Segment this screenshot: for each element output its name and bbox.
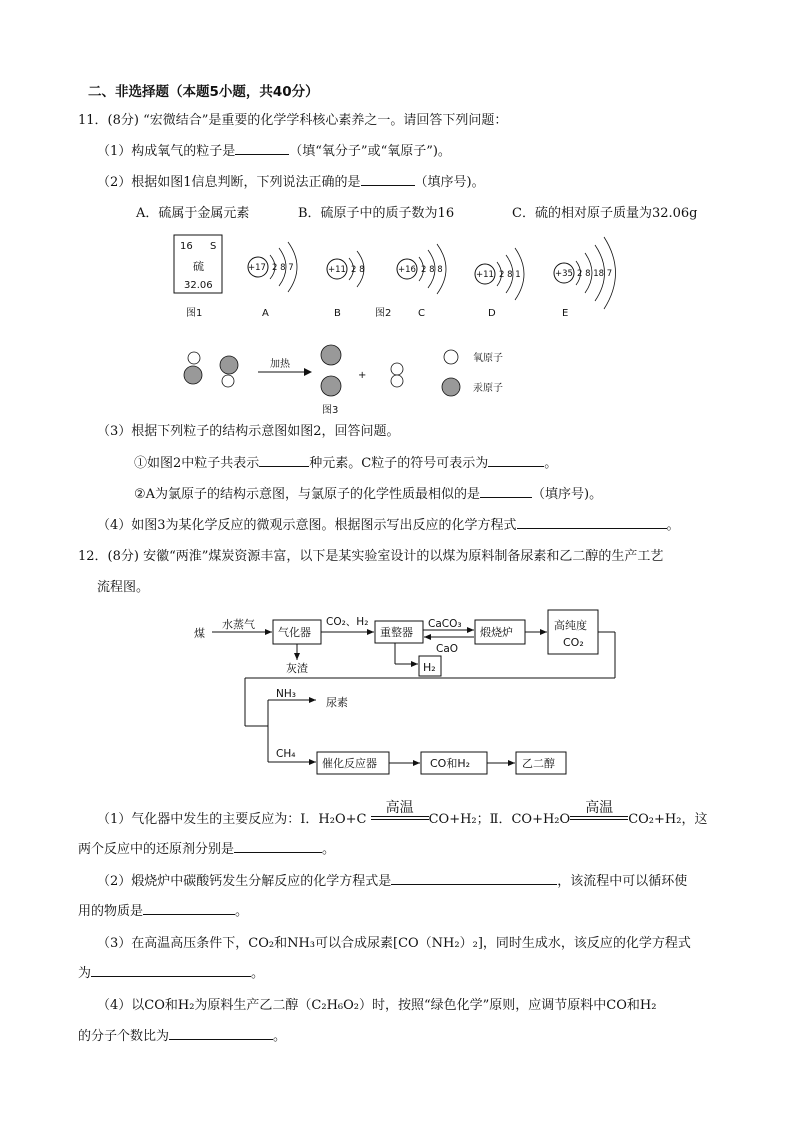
q12-part4-line2 xyxy=(78,1025,286,1044)
process-flowchart xyxy=(0,600,794,780)
svg-text:S: S xyxy=(210,241,217,252)
flow-nh3: NH₃ xyxy=(276,688,296,700)
svg-text:2 8 1: 2 8 1 xyxy=(499,270,521,280)
answer-blank[interactable] xyxy=(259,454,309,467)
q11-p1-text-b: （填“氧分子”或“氧原子”)。 xyxy=(289,144,451,159)
atom-label-e: E xyxy=(562,308,569,319)
answer-blank[interactable] xyxy=(391,872,557,885)
svg-text:H₂: H₂ xyxy=(423,661,436,674)
svg-text:32.06: 32.06 xyxy=(184,280,213,291)
fig3-label: 图3 xyxy=(322,405,339,416)
q11-p4-text-b: 。 xyxy=(666,518,680,533)
q12-p2-text-b: ，该流程中可以循环使 xyxy=(557,874,688,889)
svg-text:+11: +11 xyxy=(328,265,346,275)
q11-p3-2-text-a: ②A为氯原子的结构示意图，与氯原子的化学性质最相似的是 xyxy=(134,487,481,502)
condition-label: 高温 xyxy=(385,800,414,816)
q11-stem: 11．(8分) “宏微结合”是重要的化学学科核心素养之一。请回答下列问题： xyxy=(78,113,508,128)
option-c: C．硫的相对原子质量为32.06g xyxy=(512,206,698,221)
q11-p2-text-b: （填序号)。 xyxy=(414,175,485,190)
condition-label: 高温 xyxy=(585,800,614,816)
svg-text:+17: +17 xyxy=(248,263,266,273)
reaction-condition xyxy=(371,800,429,823)
atom-diagram-e xyxy=(554,237,616,309)
q11-part4 xyxy=(97,514,680,533)
answer-blank[interactable] xyxy=(143,902,235,915)
svg-text:2 8 18 7: 2 8 18 7 xyxy=(577,269,613,279)
flow-ch4: CH₄ xyxy=(276,748,296,760)
heat-label: 加热 xyxy=(270,359,290,370)
svg-text:硫: 硫 xyxy=(193,260,204,273)
answer-blank[interactable] xyxy=(488,454,544,467)
flow-co2h2: CO₂、H₂ xyxy=(326,616,369,628)
q12-p1-text-a: （1）气化器中发生的主要反应为：Ⅰ．H₂O+C xyxy=(97,812,367,827)
q11-p2-text-a: （2）根据如图1信息判断，下列说法正确的是 xyxy=(97,175,361,190)
q11-p3-2-text-b: （填序号)。 xyxy=(532,487,603,502)
q12-p3-text-c: 。 xyxy=(251,966,265,981)
atom-label-a: A xyxy=(262,308,269,319)
svg-text:16: 16 xyxy=(180,241,193,252)
svg-text:气化器: 气化器 xyxy=(278,626,311,639)
q12-stem-line2: 流程图。 xyxy=(97,580,150,595)
answer-blank[interactable] xyxy=(169,1027,273,1040)
q12-stem-line1: 12．(8分) 安徽“两淮”煤炭资源丰富，以下是某实验室设计的以煤为原料制备尿素和乙二醇的生产工艺 xyxy=(78,549,664,564)
svg-text:乙二醇: 乙二醇 xyxy=(522,757,555,770)
reaction-diagram xyxy=(184,345,503,396)
option-a: A．硫属于金属元素 xyxy=(136,206,250,221)
plus-sign: + xyxy=(358,370,367,381)
flow-ash: 灰渣 xyxy=(286,662,308,675)
svg-text:+35: +35 xyxy=(555,269,573,279)
atom-label-b: B xyxy=(334,308,341,319)
q12-p1-text-d: 两个反应中的还原剂分别是 xyxy=(78,842,235,857)
q11-p4-text-a: （4）如图3为某化学反应的微观示意图。根据图示写出反应的化学方程式 xyxy=(97,518,517,533)
q12-part2-line2 xyxy=(78,900,248,919)
svg-text:煅烧炉: 煅烧炉 xyxy=(480,626,513,639)
q12-part2-line1 xyxy=(97,870,687,889)
svg-text:CO₂: CO₂ xyxy=(563,636,584,649)
q12-p2-text-d: 。 xyxy=(235,904,249,919)
svg-text:2 8: 2 8 xyxy=(351,265,365,275)
q12-p1-text-e: 。 xyxy=(322,842,336,857)
q11-part3: （3）根据下列粒子的结构示意图如图2，回答问题。 xyxy=(97,424,400,439)
flow-cao: CaO xyxy=(436,643,459,655)
fig1-label: 图1 xyxy=(186,308,203,319)
svg-text:+11: +11 xyxy=(476,270,494,280)
option-b: B．硫原子中的质子数为16 xyxy=(298,206,455,221)
element-card xyxy=(174,235,222,293)
q12-part4-line1: （4）以CO和H₂为原料生产乙二醇（C₂H₆O₂）时，按照“绿色化学”原则，应调节原料中CO和H₂ xyxy=(97,998,657,1013)
q11-part3-1 xyxy=(134,452,557,471)
q12-p3-text-b: 为 xyxy=(78,966,92,981)
q11-p1-text-a: （1）构成氧气的粒子是 xyxy=(97,144,236,159)
q11-part3-2 xyxy=(134,483,602,502)
svg-text:2 8 8: 2 8 8 xyxy=(421,265,443,275)
atom-diagram-b xyxy=(327,251,365,287)
answer-blank[interactable] xyxy=(234,840,322,853)
q12-p4-text-b: 的分子个数比为 xyxy=(78,1029,170,1044)
svg-text:高纯度: 高纯度 xyxy=(554,619,587,632)
section-title: 二、非选择题（本题5小题，共40分） xyxy=(88,84,319,100)
q12-part1-line1 xyxy=(97,800,708,827)
answer-blank[interactable] xyxy=(480,485,532,498)
atom-label-d: D xyxy=(488,308,496,319)
svg-text:2 8 7: 2 8 7 xyxy=(272,263,294,273)
atom-diagram-c xyxy=(397,244,446,294)
reaction-condition xyxy=(570,800,628,823)
atom-diagram-d xyxy=(475,248,524,300)
flow-steam: 水蒸气 xyxy=(222,618,255,631)
atom-diagram-a xyxy=(248,242,297,292)
svg-text:催化反应器: 催化反应器 xyxy=(322,757,377,770)
answer-blank[interactable] xyxy=(91,964,251,977)
q12-p1-text-c: CO₂+H₂，这 xyxy=(628,812,708,827)
q12-p2-text-c: 用的物质是 xyxy=(78,904,144,919)
legend-mercury: 汞原子 xyxy=(473,383,503,394)
flow-coal: 煤 xyxy=(194,627,205,640)
q12-p4-text-c: 。 xyxy=(273,1029,287,1044)
q11-p3-1-text-a: ①如图2中粒子共表示 xyxy=(134,456,260,471)
answer-blank[interactable] xyxy=(517,516,667,529)
q12-part1-line2 xyxy=(78,838,335,857)
q11-p3-1-text-b: 种元素。C粒子的符号可表示为 xyxy=(309,456,489,471)
q12-part3-line2 xyxy=(78,962,264,981)
q12-part3-line1: （3）在高温高压条件下，CO₂和NH₃可以合成尿素[CO（NH₂）₂]，同时生成水，该反应的化学方程式 xyxy=(97,936,691,951)
legend-oxygen: 氧原子 xyxy=(473,353,503,364)
figures-svg xyxy=(0,0,794,420)
svg-text:CO和H₂: CO和H₂ xyxy=(430,757,471,770)
svg-text:重整器: 重整器 xyxy=(380,626,413,639)
flow-urea: 尿素 xyxy=(326,696,348,709)
q12-p1-text-b: CO+H₂；Ⅱ．CO+H₂O xyxy=(428,812,571,827)
atom-label-c: C xyxy=(418,308,425,319)
q11-p3-1-text-c: 。 xyxy=(544,456,558,471)
fig2-label: 图2 xyxy=(375,308,392,319)
svg-text:+16: +16 xyxy=(398,265,416,275)
q12-p2-text-a: （2）煅烧炉中碳酸钙发生分解反应的化学方程式是 xyxy=(97,874,392,889)
flow-caco3: CaCO₃ xyxy=(428,618,462,630)
